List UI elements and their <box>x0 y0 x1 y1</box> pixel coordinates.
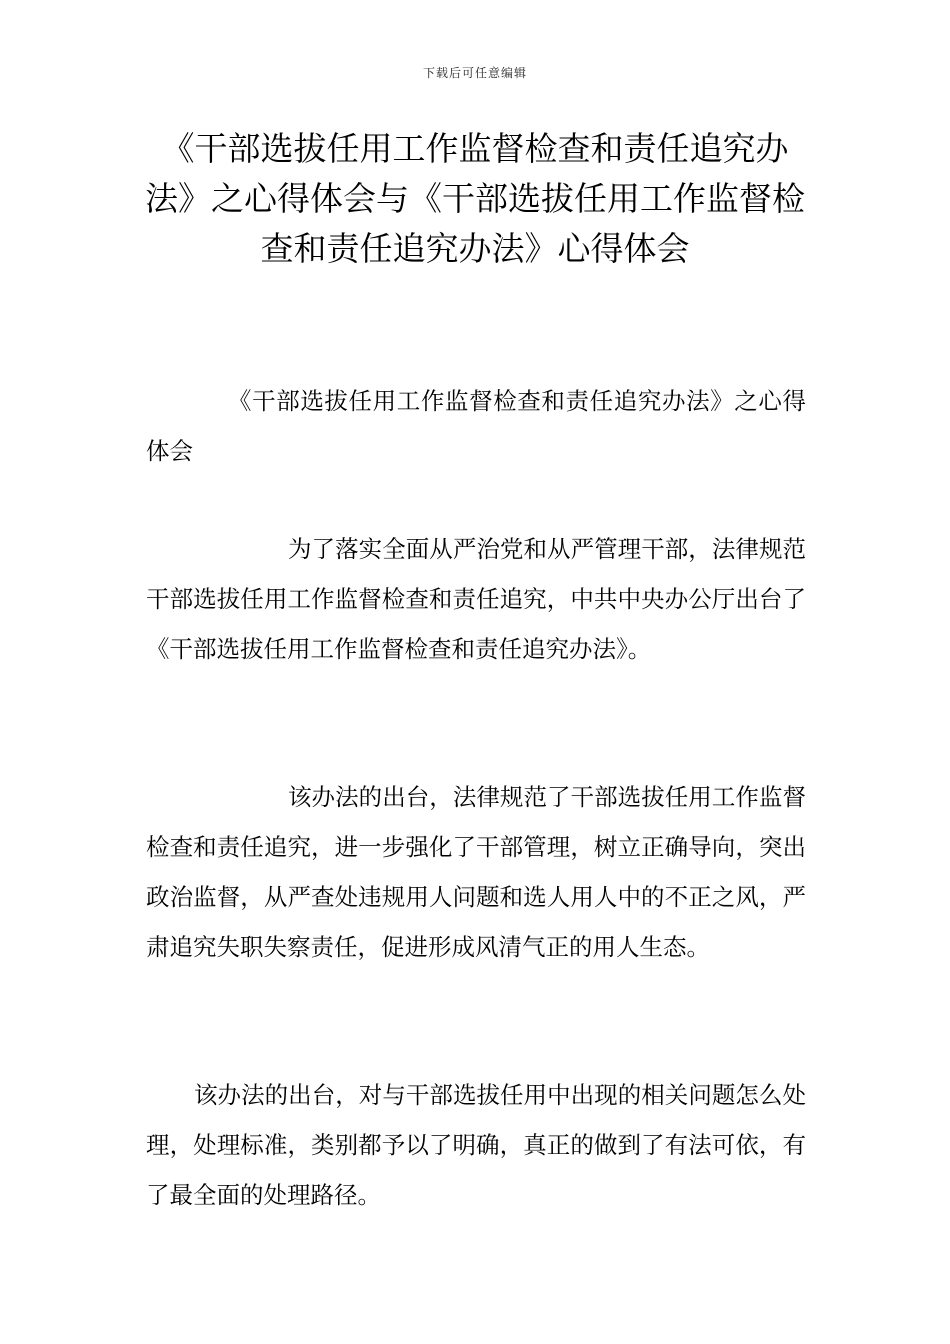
document-title: 《干部选拔任用工作监督检查和责任追究办法》之心得体会与《干部选拔任用工作监督检查和责任追究办法》心得体会 <box>145 129 805 268</box>
paragraph-2: 该办法的出台，法律规范了干部选拔任用工作监督检查和责任追究，进一步强化了干部管理，树立正确导向，突出政治监督，从严查处违规用人问题和选人用人中的不正之风，严肃追究失职失察责任，促进形成风清气正的用人生态。 <box>146 783 806 961</box>
paragraph-3: 该办法的出台，对与干部选拔任用中出现的相关问题怎么处理，处理标准，类别都予以了明确，真正的做到了有法可依，有了最全面的处理路径。 <box>146 1081 806 1209</box>
header-note: 下载后可任意编辑 <box>422 66 527 80</box>
paragraph-1: 为了落实全面从严治党和从严管理干部，法律规范干部选拔任用工作监督检查和责任追究，中共中央办公厅出台了《干部选拔任用工作监督检查和责任追究办法》。 <box>146 535 806 663</box>
section-subtitle: 《干部选拔任用工作监督检查和责任追究办法》之心得体会 <box>146 387 806 465</box>
